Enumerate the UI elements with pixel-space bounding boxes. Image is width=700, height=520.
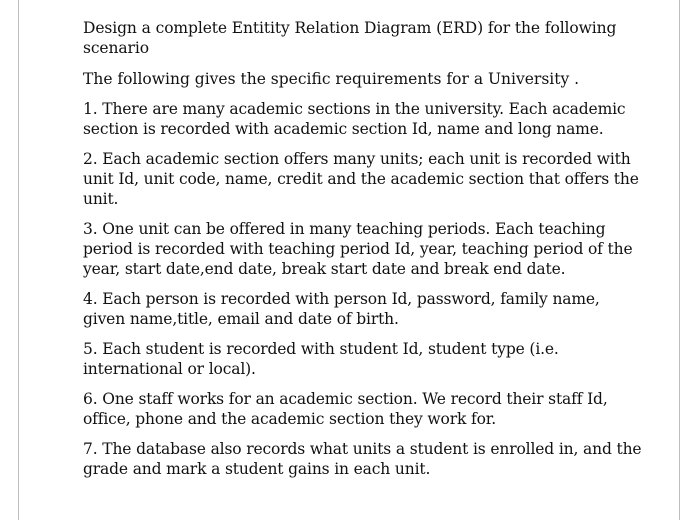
requirement-4: 4. Each person is recorded with person Id, password, family name, given name,title, email and date of birth. xyxy=(83,290,600,328)
requirement-6: 6. One staff works for an academic section. We record their staff Id, office, phone and the academic section they work for. xyxy=(83,390,608,428)
requirement-5: 5. Each student is recorded with student Id, student type (i.e. international or local). xyxy=(83,340,559,378)
requirement-3: 3. One unit can be offered in many teaching periods. Each teaching period is recorded with teaching period Id, year, teaching period of the year, start date,end date, break start date and break end date. xyxy=(83,220,633,278)
requirement-1: 1. There are many academic sections in the university. Each academic section is recorded with academic section Id, name and long name. xyxy=(83,100,626,138)
requirement-7: 7. The database also records what units a student is enrolled in, and the grade and mark a student gains in each unit. xyxy=(83,440,642,478)
document-page xyxy=(18,0,680,520)
intro-paragraph: The following gives the specific requirements for a University . xyxy=(83,70,580,88)
document-content xyxy=(83,18,643,489)
document-title: Design a complete Entitity Relation Diagram (ERD) for the following scenario xyxy=(83,19,617,57)
requirement-2: 2. Each academic section offers many units; each unit is recorded with unit Id, unit code, name, credit and the academic section that offers the unit. xyxy=(83,150,639,208)
